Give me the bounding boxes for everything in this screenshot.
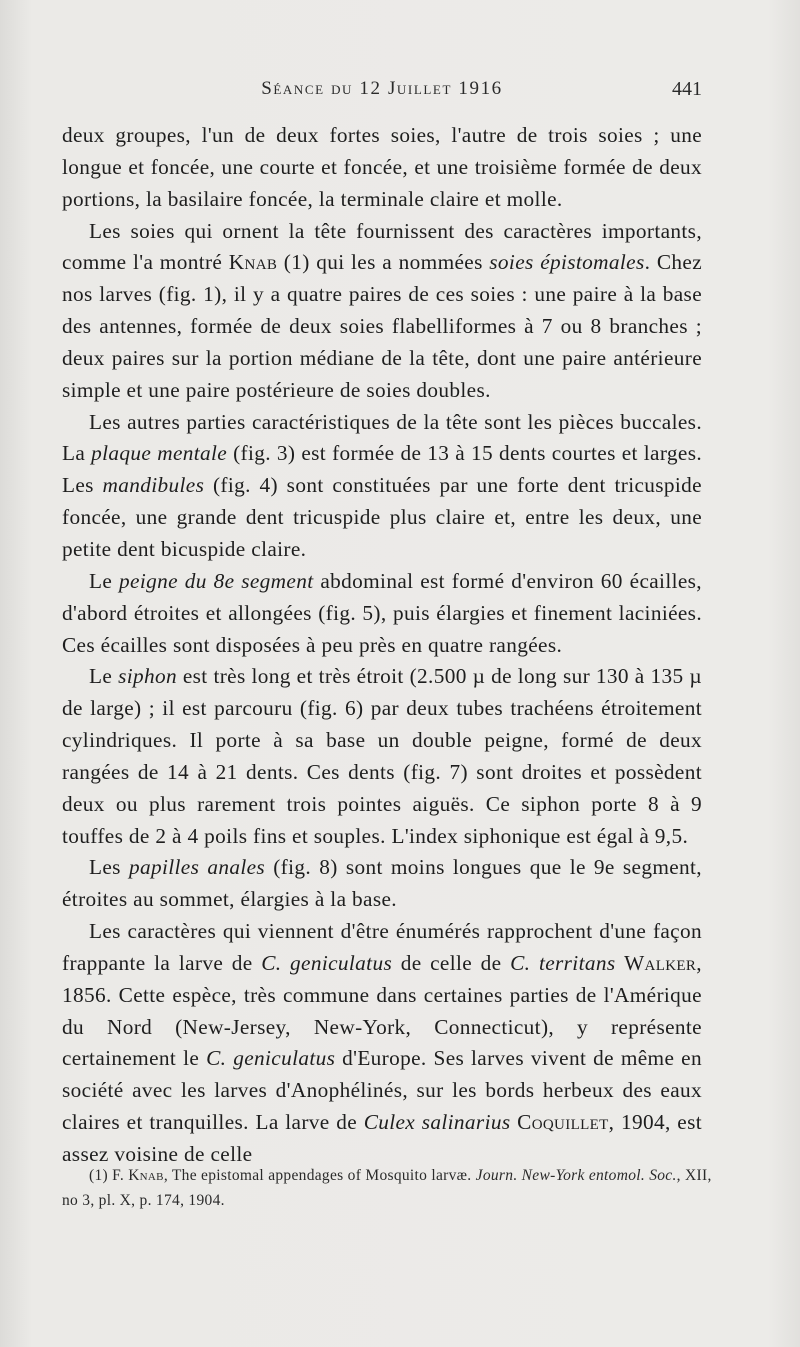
italic-span: peigne du 8e segment [119,568,314,593]
text-span: , 1856. Cette espèce, très commune dans certaines parties de l'Amérique du Nord (New-Jersey, New-York, Connecticut), y représente certainement le [62,950,702,1071]
small-caps-span: Walker [624,950,697,975]
paragraph [62,852,702,916]
italic-span: Journ. New-York entomol. Soc. [475,1167,677,1184]
footnote-text [62,1163,712,1213]
text-span: (fig. 3) est formée de 13 à 15 dents courtes et larges. Les [62,441,703,498]
italic-span: soies épistomales [489,250,645,275]
text-span: , XII, no 3, pl. X, p. 174, 1904. [62,1167,712,1209]
italic-span: plaque mentale [91,441,228,466]
paragraph [62,916,702,1171]
italic-span: C. geniculatus [261,950,393,975]
text-span: est très long et très étroit (2.500 µ de long sur 130 à 135 µ de large) ; il est parcouru (fig. 6) par deux tubes trachéens étroitement cylindriques. Il porte à sa base un double peigne, formé de deux rangées de 14 à 21 dents. Ces dents (fig. 7) sont droites et possèdent deux ou plus rarement trois pointes aiguës. Ce siphon porte 8 à 9 touffes de 2 à 4 poils fins et souples. L'index siphonique est égal à 9,5. [62,664,703,848]
text-span: Le [89,664,119,689]
italic-span: mandibules [102,473,205,498]
italic-span: Culex salinarius [363,1110,511,1135]
text-span: , 1904, est assez voisine de celle [62,1110,702,1166]
text-span: Les caractères qui viennent d'être énumérés rapprochent d'une façon frappante la larve de [62,919,702,975]
paragraph [62,566,702,662]
text-span: deux groupes, l'un de deux fortes soies, l'autre de trois soies ; une longue et foncée, une courte et foncée, et une troisième formée de deux portions, la basilaire foncée, la terminale claire et molle. [62,123,702,211]
text-span: de celle de [392,950,511,975]
paragraph [62,216,702,407]
text-span: abdominal est formé d'environ 60 écailles, d'abord étroites et allongées (fig. 5), puis élargies et finement laciniées. Ces écailles sont disposées à peu près en quatre rangées. [62,568,702,657]
text-span: Les autres parties caractéristiques de la tête sont les pièces buccales. La [62,409,702,466]
page-number: 441 [672,78,702,100]
paragraph [62,407,702,566]
footnote [62,1163,712,1213]
italic-span: papilles anales [128,855,266,880]
text-span: , The epistomal appendages of Mosquito larvæ. [163,1167,476,1184]
text-span: Les [89,855,129,880]
running-title: Séance du 12 Juillet 1916 [261,78,503,99]
small-caps-span: Knab [128,1167,164,1184]
text-span: (fig. 8) sont moins longues que le 9e segment, étroites au sommet, élargies à la base. [62,855,702,912]
italic-span: C. territans [510,950,616,975]
text-span: d'Europe. Ses larves vivent de même en société avec les larves d'Anophélinés, sur les bords herbeux des eaux claires et tranquilles. La larve de [62,1046,702,1135]
small-caps-span: Knab [228,250,278,275]
small-caps-span: Coquillet [517,1110,609,1135]
text-span: (1) F. [89,1167,129,1184]
text-span: Les soies qui ornent la tête fournissent des caractères importants, comme l'a montré [62,218,702,275]
italic-span: siphon [118,664,177,689]
text-span: (fig. 4) sont constituées par une forte dent tricuspide foncée, une grande dent tricuspide plus claire et, entre les deux, une petite dent bicuspide claire. [62,473,702,561]
text-span [615,951,624,975]
body-text [62,120,702,1171]
text-span: Le [89,568,120,593]
paragraph [62,120,702,216]
text-span: (1) qui les a nommées [277,250,490,275]
running-head [62,78,702,108]
paragraph [62,661,702,852]
italic-span: C. geniculatus [206,1046,336,1071]
text-span: . Chez nos larves (fig. 1), il y a quatre paires de ces soies : une paire à la base des antennes, formée de deux soies flabelliformes à 7 ou 8 branches ; deux paires sur la portion médiane de la tête, dont une paire antérieure simple et une paire postérieure de soies doubles. [62,250,702,402]
